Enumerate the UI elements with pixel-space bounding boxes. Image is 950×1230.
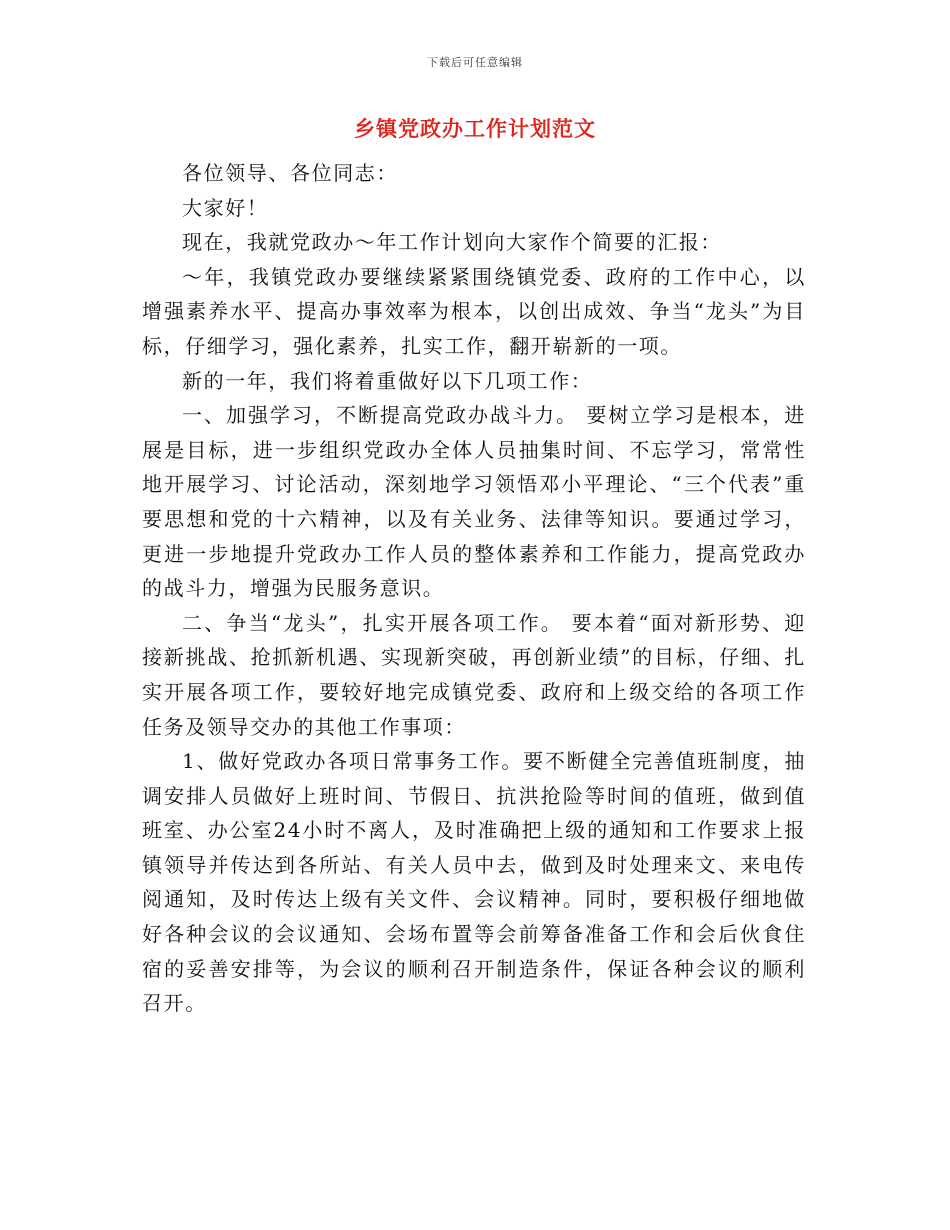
paragraph-intro: 现在，我就党政办～年工作计划向大家作个简要的汇报： <box>182 230 722 255</box>
document-title: 乡镇党政办工作计划范文 <box>354 116 596 141</box>
paragraph-section-two: 二、争当“龙头”，扎实开展各项工作。 要本着“面对新形势、迎接新挑战、抢抓新机遇、实现新突破，再创新业绩”的目标，仔细、扎实开展各项工作，要较好地完成镇党委、政府和上级交给的各项工作任务及领导交办的其他工作事项： <box>142 610 806 739</box>
paragraph-item-one: 1、做好党政办各项日常事务工作。要不断健全完善值班制度，抽调安排人员做好上班时间、节假日、抗洪抢险等时间的值班，做到值班室、办公室24小时不离人，及时准确把上级的通知和工作要求上报镇领导并传达到各所站、有关人员中去，做到及时处理来文、来电传阅通知，及时传达上级有关文件、会议精神。同时，要积极仔细地做好各种会议的会议通知、会场布置等会前筹备准备工作和会后伙食住宿的妥善安排等，为会议的顺利召开制造条件，保证各种会议的顺利召开。 <box>142 749 806 1016</box>
document-body <box>142 156 806 1021</box>
paragraph-section-one: 一、加强学习，不断提高党政办战斗力。 要树立学习是根本，进展是目标，进一步组织党政办全体人员抽集时间、不忘学习，常常性地开展学习、讨论活动，深刻地学习领悟邓小平理论、“三个代表”重要思想和党的十六精神，以及有关业务、法律等知识。要通过学习，更进一步地提升党政办工作人员的整体素养和工作能力，提高党政办的战斗力，增强为民服务意识。 <box>142 403 806 601</box>
paragraph-salutation: 各位领导、各位同志： <box>182 161 398 185</box>
paragraph-goal: ～年，我镇党政办要继续紧紧围绕镇党委、政府的工作中心，以增强素养水平、提高办事效率为根本，以创出成效、争当“龙头”为目标，仔细学习，强化素养，扎实工作，翻开崭新的一项。 <box>142 264 806 358</box>
paragraph-greeting: 大家好！ <box>182 195 269 220</box>
header-note: 下载后可任意编辑 <box>427 56 523 69</box>
paragraph-work-lead: 新的一年，我们将着重做好以下几项工作： <box>182 368 593 393</box>
